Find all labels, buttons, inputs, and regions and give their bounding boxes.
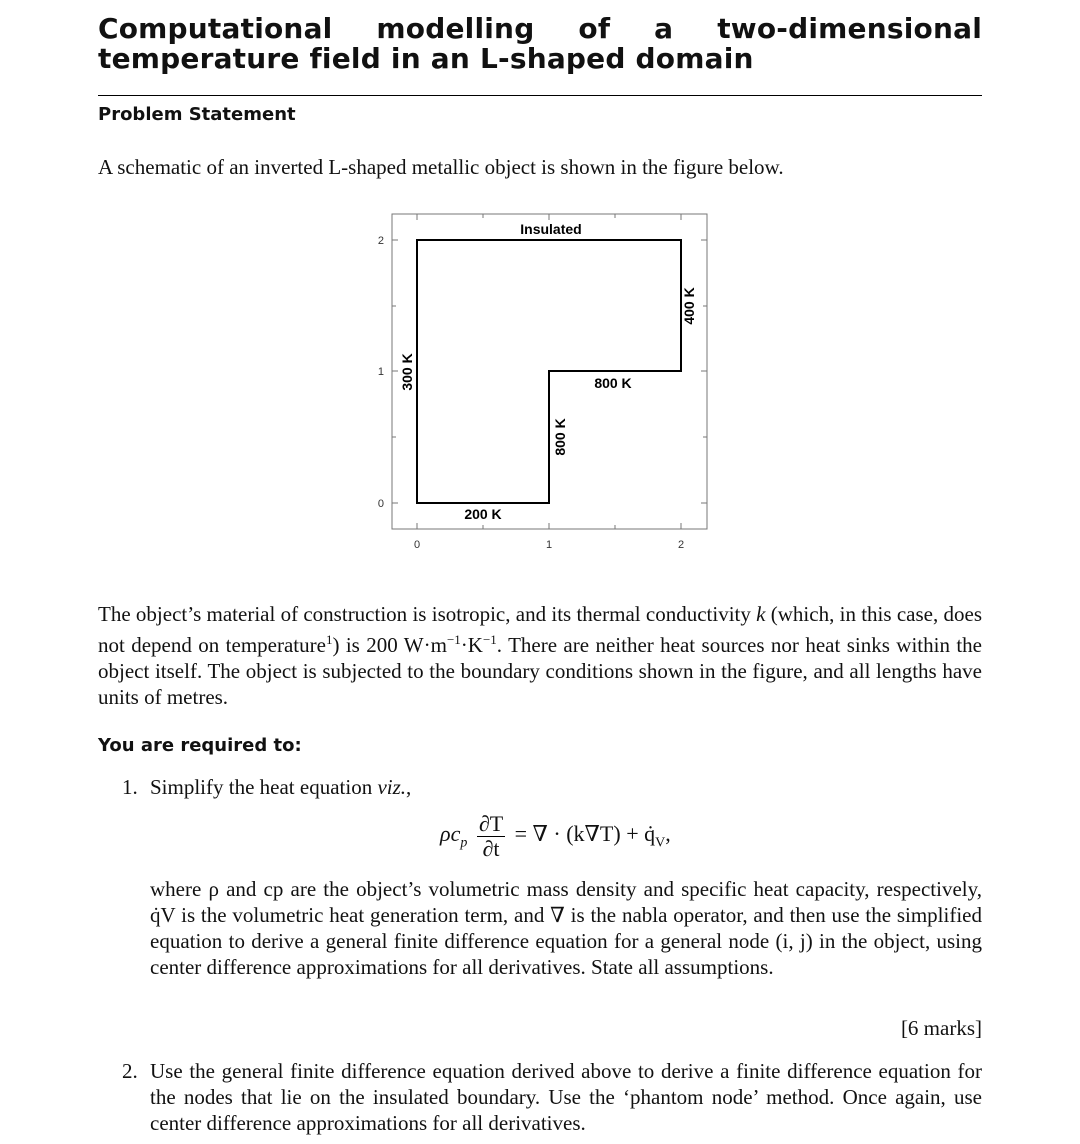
exponent: −1: [446, 632, 461, 647]
eq-rhs: = ∇ · (k∇T) + q̇: [514, 821, 656, 847]
item1-body: where ρ and cp are the object’s volumetric mass density and specific heat capacity, respectively, q̇V is the volumetric heat generation term, and ∇ is the nabla operator, and then use the simplified equation to derive a general finite difference equation for a general node (i, j) in the object, using center difference approximations for all derivatives. State all assumptions.: [150, 877, 982, 979]
y-tick-label: 2: [377, 235, 384, 247]
figure-svg: [360, 210, 720, 560]
eq-denominator: ∂t: [482, 836, 500, 861]
eq-numerator: ∂T: [478, 811, 504, 836]
bottom-boundary-label: 200 K: [464, 506, 502, 522]
text-span: ·K: [460, 633, 483, 657]
right-boundary-label: 400 K: [681, 287, 697, 325]
text-span: The object’s material of construction is isotropic, and its thermal conductivity: [98, 602, 757, 626]
item1-marks: [6 marks]: [900, 1016, 982, 1040]
x-tick-label: 1: [545, 539, 553, 551]
x-tick-label: 2: [677, 539, 685, 551]
footnote-marker: 1: [325, 632, 333, 647]
text-span: ,: [406, 775, 412, 799]
l-shape-outline: [417, 240, 681, 503]
material-paragraph: [98, 601, 982, 710]
section-heading-required: You are required to:: [98, 735, 302, 756]
item1-lead: [150, 774, 982, 800]
text-span: Simplify the heat equation: [150, 775, 378, 799]
text-span: ) is 200 W·m: [332, 633, 447, 657]
eq-v: V: [655, 835, 666, 851]
y-tick-label: 1: [377, 366, 384, 378]
eq-p: p: [460, 835, 468, 851]
text-span: viz.: [377, 775, 407, 799]
title-rule: [98, 95, 982, 96]
eq-c: c: [450, 821, 461, 847]
item2-text: Use the general finite difference equation derived above to derive a finite difference equation for the nodes that lie on the insulated boundary. Use the ‘phantom node’ method. Once again, use center difference approximations for all derivatives.: [150, 1059, 982, 1135]
eq-rho: ρ: [440, 821, 451, 847]
intro-paragraph: A schematic of an inverted L-shaped metallic object is shown in the figure below.: [98, 155, 784, 179]
list-number: 1.: [122, 775, 138, 799]
heat-equation: [440, 812, 671, 861]
x-tick-label: 0: [413, 539, 421, 551]
eq-end: ,: [665, 821, 671, 847]
left-boundary-label: 300 K: [399, 353, 415, 391]
inner-vertical-boundary-label: 800 K: [552, 418, 568, 456]
l-shape-figure: [360, 210, 720, 560]
page-title: Computational modelling of a two-dimensional temperature field in an L-shaped domain: [98, 12, 982, 75]
text-span: (which, in this case, does not depend on temperature: [98, 602, 982, 657]
section-heading-problem: Problem Statement: [98, 104, 296, 125]
list-number: 2.: [122, 1059, 138, 1083]
y-tick-label: 0: [377, 498, 384, 510]
inner-horizontal-boundary-label: 800 K: [594, 375, 632, 391]
exponent: −1: [482, 632, 497, 647]
text-span: . There are neither heat sources nor heat sinks within the object itself. The object is subjected to the boundary conditions shown in the figure, and all lengths have units of metres.: [98, 633, 983, 709]
insulated-label: Insulated: [520, 221, 582, 237]
symbol-k: k: [756, 602, 766, 626]
